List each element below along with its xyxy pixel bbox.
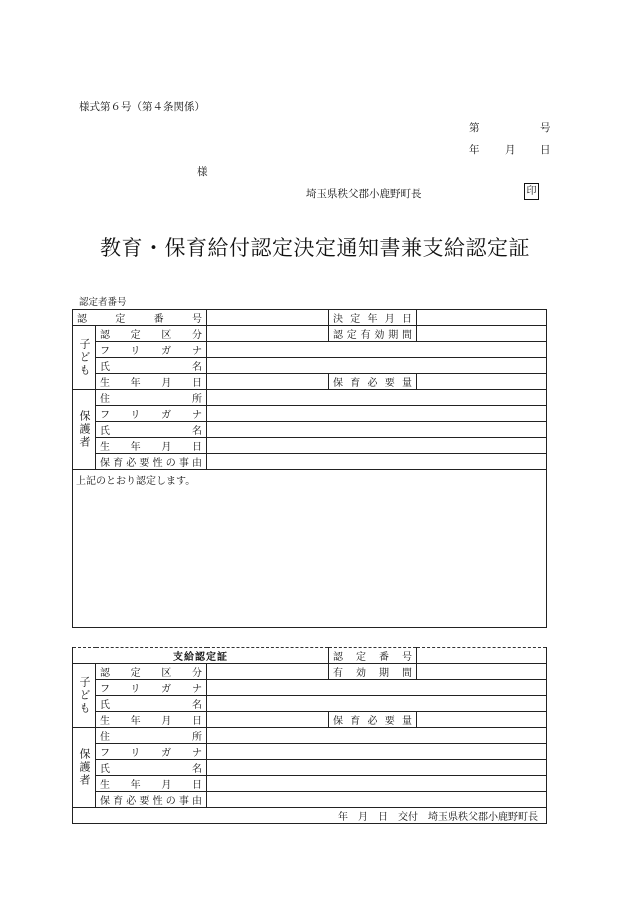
valid2-period-field[interactable] [417,664,547,680]
seal-stamp: 印 [524,183,539,200]
certification-statement: 上記のとおり認定します。 [73,470,547,628]
guardian-name-label: 氏 名 [96,422,207,438]
issuer-name: 埼玉県秩父郡小鹿野町長 [306,188,422,200]
child-furigana-label: フリガナ [96,342,207,358]
care2-reason-label: 保育必要性の事由 [96,792,207,808]
form-number: 様式第６号（第４条関係） [79,101,205,113]
guardian2-birthdate-label: 生 年 月 日 [96,776,207,792]
child-furigana-field[interactable] [207,342,547,358]
guardian2-name-field[interactable] [207,760,547,776]
care-amount-label: 保育必要量 [329,374,417,390]
payment-certificate-table [72,647,547,824]
decision-date-label: 決定年月日 [329,310,417,326]
date-day-label: 日 [540,144,551,156]
child-name-label: 氏 名 [96,358,207,374]
child-section-label: 子ども [73,326,96,390]
child2-name-label: 氏 名 [96,696,207,712]
guardian-birthdate-field[interactable] [207,438,547,454]
cert-category-label: 認 定 区 分 [96,326,207,342]
guardian2-furigana-label: フリガナ [96,744,207,760]
child-birthdate-label: 生 年 月 日 [96,374,207,390]
guardian-furigana-label: フリガナ [96,406,207,422]
child2-name-field[interactable] [207,696,547,712]
validity-period-field[interactable] [417,326,547,342]
page-title: 教育・保育給付認定決定通知書兼支給認定証 [100,236,530,260]
payment-cert-title: 支給認定証 [73,648,329,664]
guardian2-furigana-field[interactable] [207,744,547,760]
validity-period-label: 認定有効期間 [329,326,417,342]
care-reason-label: 保育必要性の事由 [96,454,207,470]
decision-date-field[interactable] [417,310,547,326]
child2-birthdate-field[interactable] [207,712,329,728]
date-month-label: 月 [505,144,516,156]
certificate-number-label: 認定者番号 [79,297,127,308]
number-prefix: 第 [469,122,480,134]
care2-amount-label: 保育必要量 [329,712,417,728]
cert2-number-field[interactable] [417,648,547,664]
guardian2-address-label: 住 所 [96,728,207,744]
guardian-furigana-field[interactable] [207,406,547,422]
issuance-footer: 年 月 日 交付 埼玉県秩父郡小鹿野町長 [73,808,547,824]
date-year-label: 年 [469,144,480,156]
cert-number-field[interactable] [207,310,329,326]
guardian-section-label: 保護者 [73,390,96,470]
child2-section-label: 子ども [73,664,96,728]
guardian-address-field[interactable] [207,390,547,406]
cert-number-label: 認 定 番 号 [73,310,207,326]
child-name-field[interactable] [207,358,547,374]
guardian-address-label: 住 所 [96,390,207,406]
child2-furigana-field[interactable] [207,680,547,696]
addressee-honorific: 様 [197,166,208,178]
care2-reason-field[interactable] [207,792,547,808]
guardian-name-field[interactable] [207,422,547,438]
child2-furigana-label: フリガナ [96,680,207,696]
cert-category-field[interactable] [207,326,329,342]
care-reason-field[interactable] [207,454,547,470]
cert2-category-label: 認 定 区 分 [96,664,207,680]
guardian2-address-field[interactable] [207,728,547,744]
guardian2-birthdate-field[interactable] [207,776,547,792]
child-birthdate-field[interactable] [207,374,329,390]
guardian2-name-label: 氏 名 [96,760,207,776]
certification-table [72,309,547,628]
care2-amount-field[interactable] [417,712,547,728]
valid2-period-label: 有 効 期 間 [329,664,417,680]
cert2-category-field[interactable] [207,664,329,680]
number-suffix: 号 [540,122,551,134]
care-amount-field[interactable] [417,374,547,390]
guardian2-section-label: 保護者 [73,728,96,808]
cert2-number-label: 認 定 番 号 [329,648,417,664]
child2-birthdate-label: 生 年 月 日 [96,712,207,728]
guardian-birthdate-label: 生 年 月 日 [96,438,207,454]
